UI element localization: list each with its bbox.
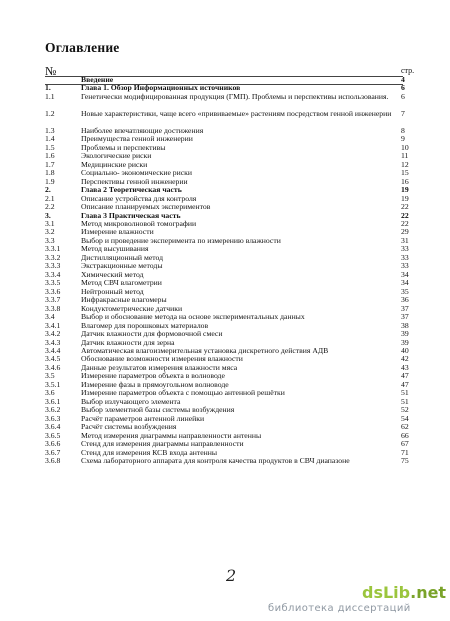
toc-row-title: Генетически модифицированная продукция (ГМП). Проблемы и перспективы использования. (81, 91, 389, 101)
watermark-subtitle: библиотека диссертаций (268, 603, 411, 614)
toc-row-number: 1.6 (45, 151, 55, 161)
toc-row-page: 66 (401, 430, 409, 440)
toc-row-page: 16 (401, 176, 409, 186)
toc-row-number: 3.6.4 (45, 422, 61, 432)
toc-row-number: 1.4 (45, 134, 55, 144)
toc-row-page: 75 (401, 456, 409, 466)
toc-row-number: 1.1 (45, 91, 55, 101)
toc-row-page: 31 (401, 235, 409, 245)
toc-row-number: 3.6.5 (45, 430, 61, 440)
toc-row-page: 34 (401, 278, 409, 288)
toc-row-page: 39 (401, 329, 409, 339)
toc-row-number: 2. (45, 185, 51, 195)
toc-row-number: 3.5 (45, 371, 55, 381)
toc-row-title: Выбор элементной базы системы возбуждения (81, 405, 235, 415)
toc-row-title: Датчик влажности для зерна (81, 337, 175, 347)
toc-row-page: 15 (401, 168, 409, 178)
toc-row-page: 35 (401, 286, 409, 296)
toc-row-number: 2.2 (45, 202, 55, 212)
toc-row-page: 6 (401, 83, 405, 93)
toc-row-title: Измерение параметров объекта с помощью антенной решётки (81, 388, 285, 398)
table-rule (45, 84, 403, 85)
toc-row-number: 3.4.5 (45, 354, 61, 364)
toc-row-number: 1.8 (45, 168, 55, 178)
toc-row-page: 22 (401, 218, 409, 228)
watermark-brand-main: dsLib (362, 583, 411, 602)
toc-row-number: 3.3.5 (45, 278, 61, 288)
toc-row-number: 1.3 (45, 125, 55, 135)
toc-row-page: 52 (401, 405, 409, 415)
toc-row-number: 3.5.1 (45, 379, 61, 389)
toc-row-title: Новые характеристики, чаще всего «прививаемые» растениям посредством генной инженерии (81, 108, 392, 118)
toc-row-page: 39 (401, 337, 409, 347)
toc-row-title: Влагомер для порошковых материалов (81, 320, 209, 330)
toc-row-page: 6 (401, 91, 405, 101)
toc-row-page: 7 (401, 108, 405, 118)
toc-row-title: Метод измерения диаграммы направленности антенны (81, 430, 262, 440)
toc-row-number: 3.4.6 (45, 362, 61, 372)
toc-row-title: Стенд для измерения КСВ входа антенны (81, 447, 218, 457)
toc-row-number: 1.5 (45, 142, 55, 152)
toc-row-page: 62 (401, 422, 409, 432)
toc-row-number: 3.3.6 (45, 286, 61, 296)
toc-row-number: 3.3.2 (45, 252, 61, 262)
toc-row-number: 3.4.2 (45, 329, 61, 339)
toc-row-number: 1. (45, 83, 51, 93)
toc-row-page: 71 (401, 447, 409, 457)
toc-row-page: 8 (401, 125, 405, 135)
toc-row-number: 3.3.3 (45, 261, 61, 271)
toc-row-number: 3.3.1 (45, 244, 61, 254)
toc-row-number: 3.3 (45, 235, 55, 245)
toc-row-number: 3.4.1 (45, 320, 61, 330)
toc-row-title: Обоснование возможности измерения влажности (81, 354, 243, 364)
toc-row-title: Дистилляционный метод (81, 252, 164, 262)
toc-row-title: Расчёт параметров антенной линейки (81, 413, 205, 423)
toc-row-number: 3.6 (45, 388, 55, 398)
toc-row-page: 29 (401, 227, 409, 237)
toc-row-title: Расчёт системы возбуждения (81, 422, 177, 432)
toc-row-title: Метод СВЧ влагометрии (81, 278, 162, 288)
toc-row-title: Схема лабораторного аппарата для контроля качества продуктов в СВЧ диапазоне (81, 456, 350, 466)
toc-row-page: 51 (401, 396, 409, 406)
toc-row-page: 40 (401, 346, 409, 355)
toc-row-title: Медицинские риски (81, 159, 148, 169)
toc-row-number: 3.6.8 (45, 456, 61, 466)
watermark-logo (362, 583, 446, 602)
toc-row-number: 3.1 (45, 218, 55, 228)
toc-row-number: 3.3.7 (45, 295, 61, 305)
toc-row-title: Описание планируемых экспериментов (81, 202, 211, 212)
toc-row-title: Глава 2 Теоретическая часть (81, 185, 182, 195)
toc-row-page: 4 (401, 75, 405, 84)
toc-row-title: Экологические риски (81, 151, 152, 161)
toc-row-number: 3.3.8 (45, 303, 61, 313)
toc-row-title: Химический метод (81, 269, 144, 279)
toc-row-title: Глава 3 Практическая часть (81, 210, 181, 220)
toc-row (45, 457, 417, 474)
toc-row-title: Нейтронный метод (81, 286, 144, 296)
toc-row-title: Наиболее впечатляющие достижения (81, 125, 204, 135)
toc-row-page: 43 (401, 362, 409, 372)
toc-row-page: 9 (401, 134, 405, 144)
toc-row-title: Кондуктометрические датчики (81, 303, 183, 313)
toc-row-number: 3.4.3 (45, 337, 61, 347)
table-top-rule (45, 76, 403, 77)
table-of-contents (45, 76, 417, 474)
toc-row-number: 3.3.4 (45, 269, 61, 279)
toc-row-page: 42 (401, 354, 409, 364)
page-column-header: стр. (401, 66, 415, 75)
toc-row-page: 38 (401, 320, 409, 330)
toc-row-number: 1.7 (45, 159, 55, 169)
toc-row-title: Экстракционные методы (81, 261, 163, 271)
toc-row-page: 37 (401, 312, 409, 322)
toc-row-page: 22 (401, 202, 409, 212)
toc-row-title: Метод микроволновой томографии (81, 218, 197, 228)
toc-row-title: Выбор излучающего элемента (81, 396, 181, 406)
toc-row-title: Данные результатов измерения влажности мяса (81, 362, 238, 372)
toc-row-page: 19 (401, 193, 409, 203)
toc-row-title: Датчик влажности для формовочной смеси (81, 329, 223, 339)
toc-row-number: 3.6.1 (45, 396, 61, 406)
toc-row-number: 3. (45, 210, 51, 220)
toc-row-number: 3.6.6 (45, 439, 61, 449)
toc-row-page: 34 (401, 269, 409, 279)
toc-row-page: 12 (401, 159, 409, 169)
toc-row (45, 110, 417, 127)
toc-row-number: 1.9 (45, 176, 55, 186)
toc-row-title: Глава 1. Обзор Информационных источников (81, 83, 241, 93)
toc-row-number: 3.6.3 (45, 413, 61, 423)
toc-row-number: 3.4.4 (45, 346, 61, 355)
toc-row-number: 3.4 (45, 312, 55, 322)
toc-row (45, 93, 417, 110)
toc-row-title: Измерение параметров объекта в волноводе (81, 371, 225, 381)
number-column-header: № (45, 64, 57, 78)
toc-row-title: Преимущества генной инженерии (81, 134, 193, 144)
toc-row-title: Социально- экономические риски (81, 168, 193, 178)
toc-row-number: 3.2 (45, 227, 55, 237)
toc-row-title: Выбор и проведение эксперимента по измерению влажности (81, 235, 281, 245)
toc-row-page: 67 (401, 439, 409, 449)
toc-row-title: Измерение влажности (81, 227, 154, 237)
toc-row-page: 51 (401, 388, 409, 398)
toc-row-title: Автоматическая влагоизмерительная установка дискретного действия АДВ (81, 346, 329, 355)
toc-row-title: Перспективы генной инженерии (81, 176, 188, 186)
toc-row-page: 36 (401, 295, 409, 305)
toc-row-number: 1.2 (45, 108, 55, 118)
toc-row-page: 22 (401, 210, 409, 220)
toc-row-title: Стенд для измерения диаграммы направленности (81, 439, 244, 449)
toc-row-page: 47 (401, 379, 409, 389)
watermark-brand-suffix: .net (410, 583, 447, 602)
toc-row-page: 10 (401, 142, 409, 152)
toc-row-number: 3.6.2 (45, 405, 61, 415)
toc-row-page: 33 (401, 261, 409, 271)
toc-row-title: Введение (81, 75, 114, 84)
toc-row-title: Измерение фазы в прямоугольном волноводе (81, 379, 229, 389)
toc-row-page: 11 (401, 151, 409, 161)
toc-row-title: Проблемы и перспективы (81, 142, 166, 152)
toc-row-page: 37 (401, 303, 409, 313)
toc-row-page: 19 (401, 185, 409, 195)
handwritten-page-number: 2 (226, 566, 237, 585)
toc-row-title: Метод высушивания (81, 244, 149, 254)
page-heading: Оглавление (45, 40, 120, 55)
toc-row-number: 3.6.7 (45, 447, 61, 457)
toc-row-title: Выбор и обоснование метода на основе экспериментальных данных (81, 312, 305, 322)
toc-row-page: 33 (401, 252, 409, 262)
toc-row-number: 2.1 (45, 193, 55, 203)
toc-row-title: Инфракрасные влагомеры (81, 295, 167, 305)
toc-row-page: 47 (401, 371, 409, 381)
toc-row-page: 33 (401, 244, 409, 254)
toc-row-page: 54 (401, 413, 409, 423)
toc-row-title: Описание устройства для контроля (81, 193, 197, 203)
